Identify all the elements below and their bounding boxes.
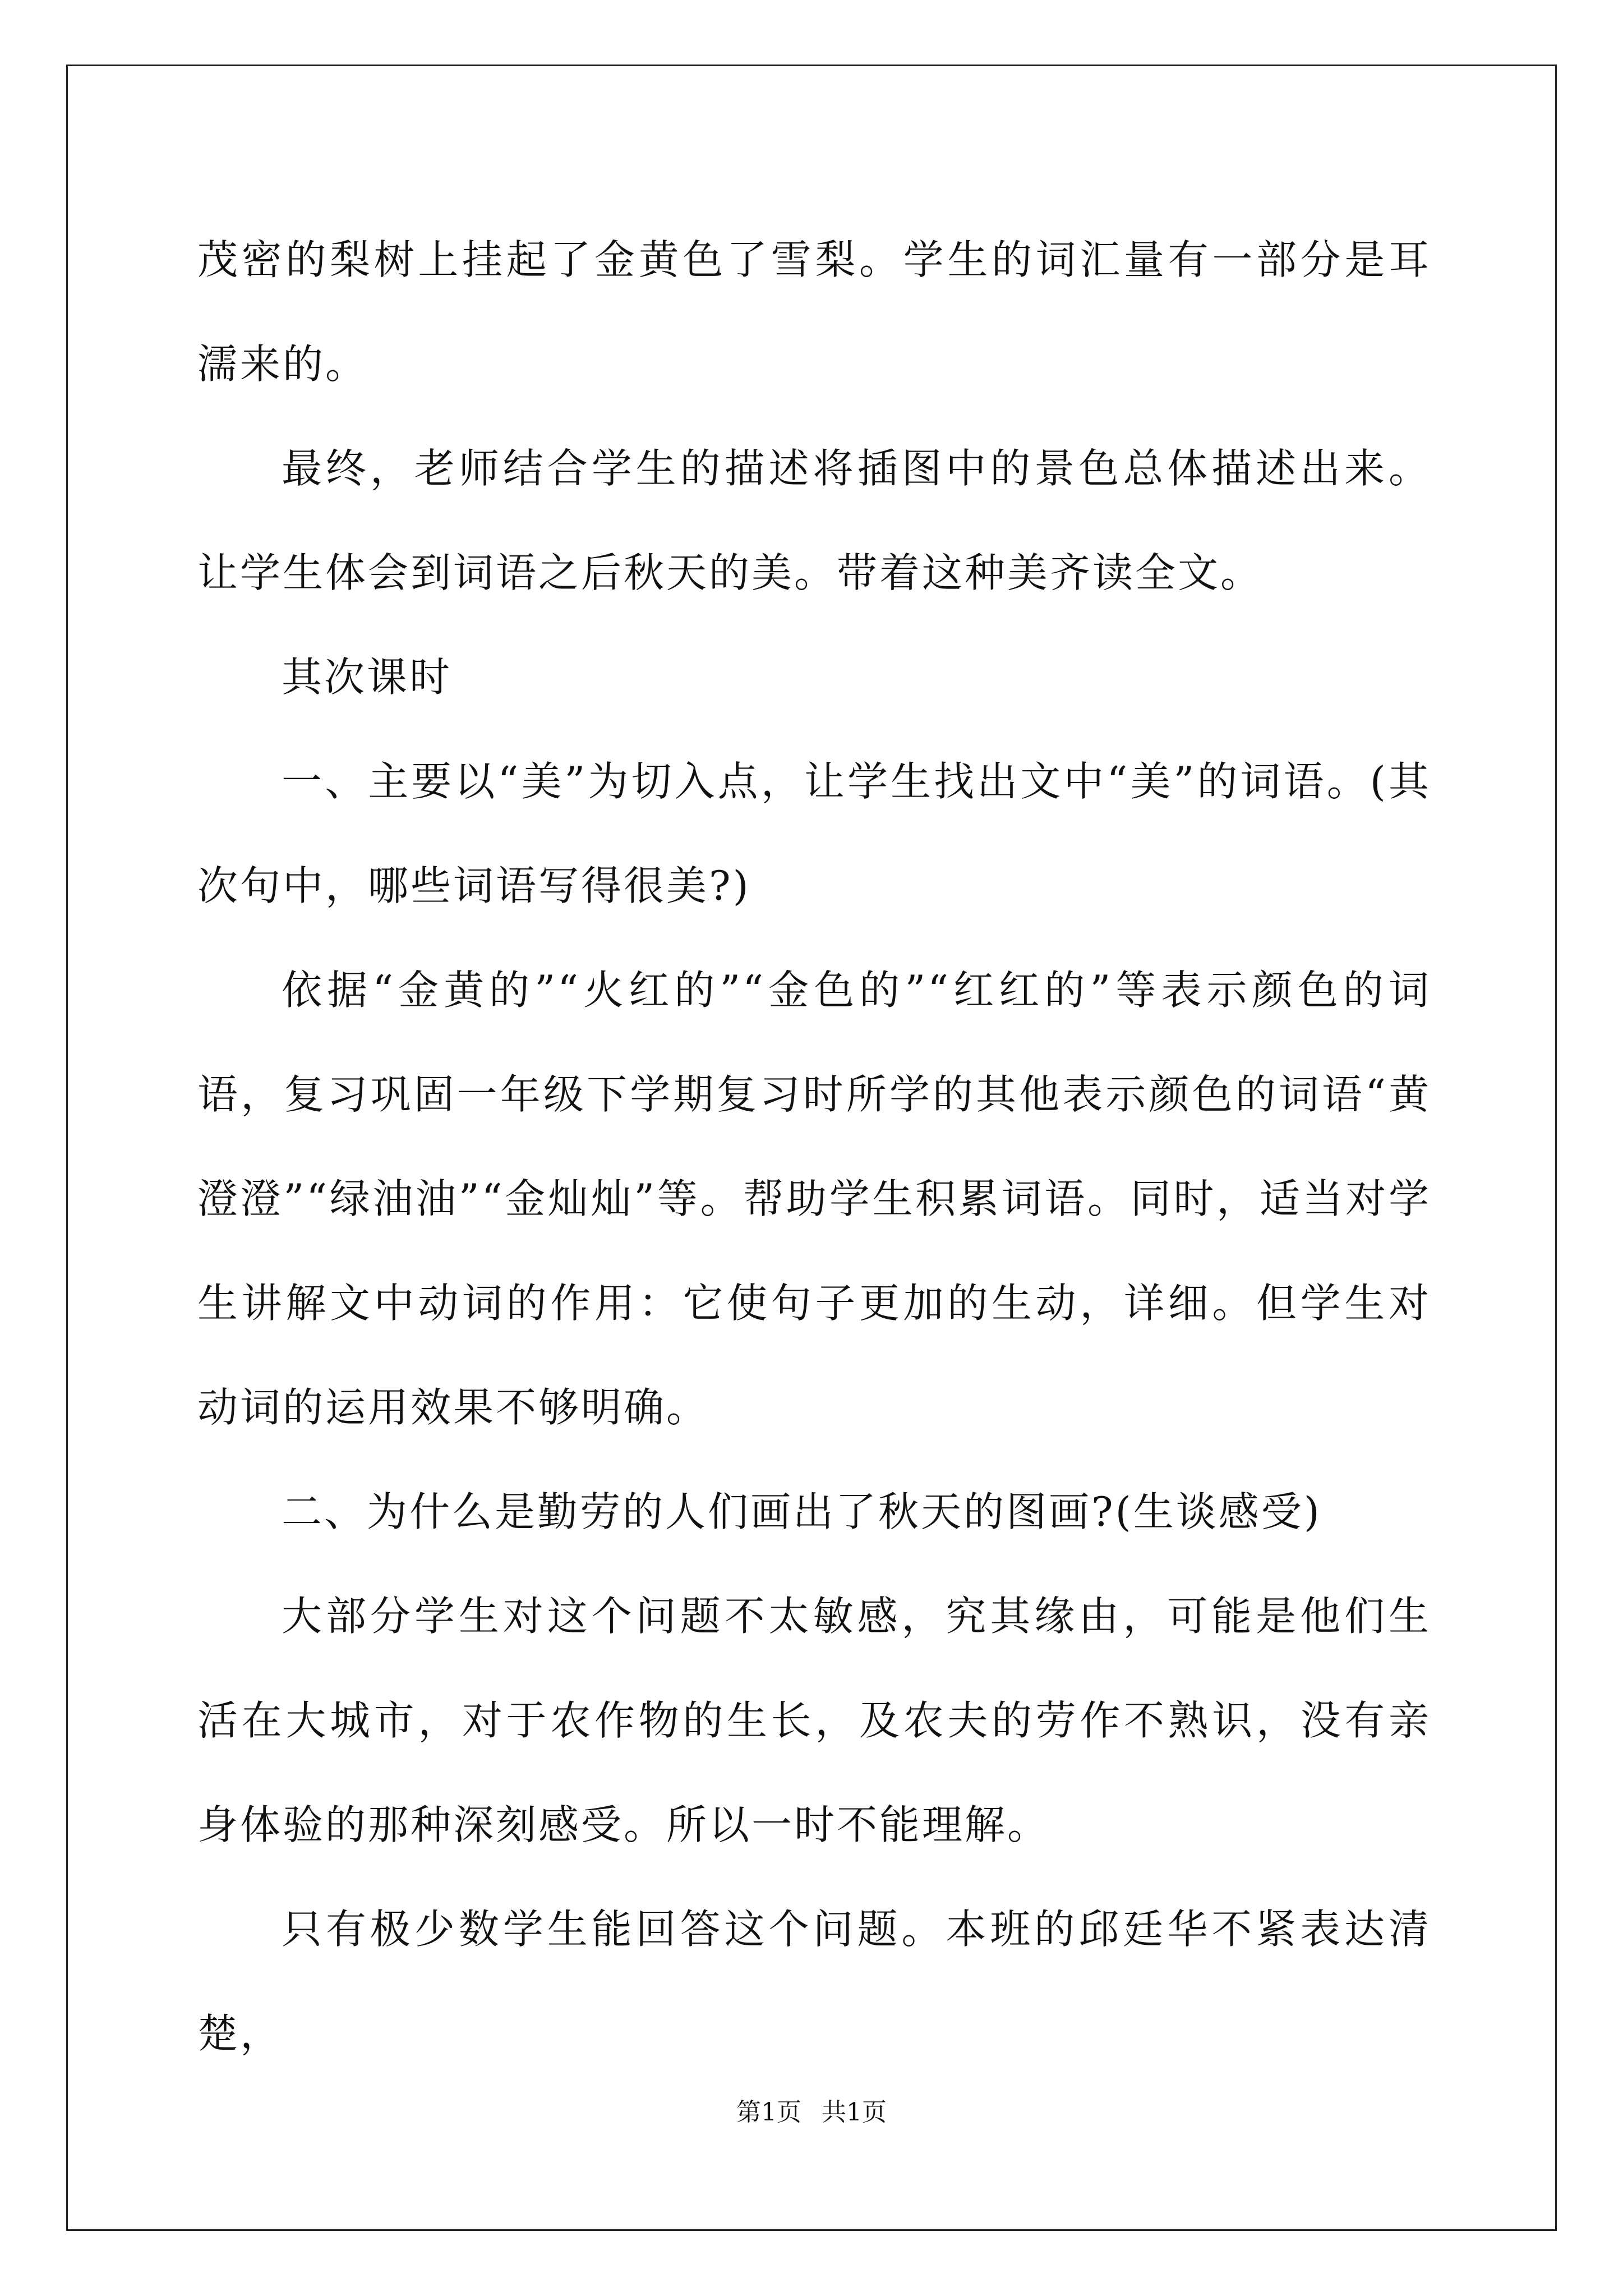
paragraph-2: 最终，老师结合学生的描述将插图中的景色总体描述出来。让学生体会到词语之后秋天的美。带着这种美齐读全文。 [197, 445, 1431, 596]
page-total: 共1页 [822, 2098, 887, 2127]
paragraph-5: 二、为什么是勤劳的人们画出了秋天的图画?(生谈感受) [282, 1488, 1322, 1535]
page-number: 第1页 [736, 2098, 801, 2127]
paragraph-4: 依据“金黄的”“火红的”“金色的”“红红的”等表示颜色的词语，复习巩固一年级下学期复习时所学的其他表示颜色的词语“黄澄澄”“绿油油”“金灿灿”等。帮助学生积累词语。同时，适当对学生讲解文中动词的作用：它使句子更加的生动，详细。但学生对动词的运用效果不够明确。 [197, 967, 1431, 1431]
section-heading: 其次课时 [282, 654, 453, 701]
paragraph-1: 茂密的梨树上挂起了金黄色了雪梨。学生的词汇量有一部分是耳濡来的。 [197, 236, 1431, 388]
paragraph-7: 只有极少数学生能回答这个问题。本班的邱廷华不紧表达清楚， [197, 1906, 1431, 2057]
paragraph-3: 一、主要以“美”为切入点，让学生找出文中“美”的词语。(其次句中，哪些词语写得很美?) [197, 758, 1431, 909]
page-footer [0, 2096, 1623, 2129]
paragraph-6: 大部分学生对这个问题不太敏感，究其缘由，可能是他们生活在大城市，对于农作物的生长，及农夫的劳作不熟识，没有亲身体验的那种深刻感受。所以一时不能理解。 [197, 1593, 1431, 1848]
document-body [197, 208, 1431, 2086]
